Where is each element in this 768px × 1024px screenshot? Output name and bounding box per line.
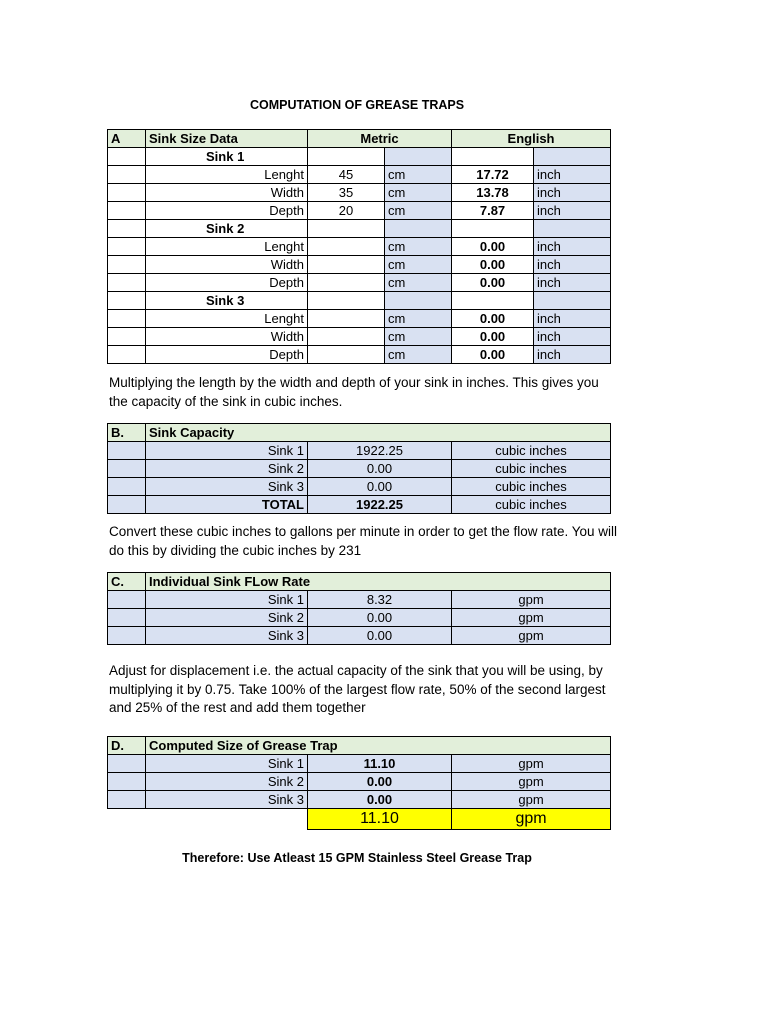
trap-value: 11.10 (308, 755, 452, 773)
dimension-label: Width (146, 256, 308, 274)
english-unit: inch (534, 256, 611, 274)
metric-unit: cm (385, 310, 452, 328)
table-b-header (108, 424, 611, 442)
table-row (108, 627, 611, 645)
table-row (108, 755, 611, 773)
metric-unit: cm (385, 166, 452, 184)
table-a-header (108, 130, 611, 148)
flow-value: 0.00 (308, 609, 452, 627)
capacity-value: 0.00 (308, 478, 452, 496)
metric-unit: cm (385, 274, 452, 292)
english-unit: inch (534, 202, 611, 220)
metric-unit: cm (385, 238, 452, 256)
table-row (108, 274, 611, 292)
english-unit: inch (534, 310, 611, 328)
dimension-label: Width (146, 328, 308, 346)
total-label: TOTAL (146, 496, 308, 514)
english-unit: inch (534, 346, 611, 364)
dimension-label: Lenght (146, 310, 308, 328)
sink-size-table (107, 129, 611, 364)
sink-name: Sink 1 (146, 755, 308, 773)
sink-name: Sink 2 (146, 220, 308, 238)
sink-name: Sink 3 (146, 627, 308, 645)
capacity-unit: cubic inches (452, 460, 611, 478)
total-unit: cubic inches (452, 496, 611, 514)
metric-unit: cm (385, 346, 452, 364)
instruction-paragraph: Multiplying the length by the width and depth of your sink in inches. This gives you the capacity of the sink in cubic inches. (109, 375, 599, 409)
english-header: English (452, 130, 611, 148)
english-unit: inch (534, 274, 611, 292)
flow-unit: gpm (452, 591, 611, 609)
dimension-label: Lenght (146, 238, 308, 256)
trap-unit: gpm (452, 773, 611, 791)
table-row (108, 478, 611, 496)
english-value: 0.00 (452, 256, 534, 274)
english-unit: inch (534, 328, 611, 346)
table-d-header (108, 737, 611, 755)
table-row (108, 591, 611, 609)
table-row (108, 442, 611, 460)
table-row (108, 791, 611, 809)
sink-heading-row (108, 148, 611, 166)
sink-name: Sink 3 (146, 292, 308, 310)
instruction-paragraph: Convert these cubic inches to gallons per minute in order to get the flow rate. You will do this by dividing the cubic inches by 231 (109, 524, 618, 558)
capacity-unit: cubic inches (452, 442, 611, 460)
metric-value: 45 (308, 166, 385, 184)
capacity-value: 1922.25 (308, 442, 452, 460)
capacity-value: 0.00 (308, 460, 452, 478)
sink-name: Sink 1 (146, 442, 308, 460)
table-row (108, 202, 611, 220)
english-value: 7.87 (452, 202, 534, 220)
dimension-label: Width (146, 184, 308, 202)
section-letter: D. (108, 737, 146, 755)
flow-unit: gpm (452, 627, 611, 645)
sink-name: Sink 1 (146, 591, 308, 609)
table-row (108, 328, 611, 346)
english-value: 0.00 (452, 274, 534, 292)
flow-value: 8.32 (308, 591, 452, 609)
metric-value: 20 (308, 202, 385, 220)
table-row (108, 609, 611, 627)
english-unit: inch (534, 184, 611, 202)
english-unit: inch (534, 238, 611, 256)
section-label: Sink Size Data (146, 130, 308, 148)
metric-value (308, 256, 385, 274)
english-unit: inch (534, 166, 611, 184)
table-c-header (108, 573, 611, 591)
sink-name: Sink 1 (146, 148, 308, 166)
table-row (108, 238, 611, 256)
dimension-label: Depth (146, 274, 308, 292)
section-letter: B. (108, 424, 146, 442)
section-letter: C. (108, 573, 146, 591)
total-row (108, 496, 611, 514)
english-value: 13.78 (452, 184, 534, 202)
table-row (108, 460, 611, 478)
table-row (108, 166, 611, 184)
grease-trap-size-table (107, 736, 611, 830)
table-row (108, 346, 611, 364)
english-value: 0.00 (452, 346, 534, 364)
page-title: COMPUTATION OF GREASE TRAPS (249, 98, 465, 112)
flow-rate-table (107, 572, 611, 645)
instruction-paragraph: Adjust for displacement i.e. the actual capacity of the sink that you will be using, by multiplying it by 0.75. Take 100% of the largest flow rate, 50% of the second largest and 25% of the rest and add them together (109, 663, 606, 715)
english-value: 0.00 (452, 310, 534, 328)
sink-heading-row (108, 292, 611, 310)
total-unit: gpm (452, 809, 611, 830)
sink-name: Sink 3 (146, 791, 308, 809)
trap-value: 0.00 (308, 773, 452, 791)
metric-value: 35 (308, 184, 385, 202)
table-row (108, 184, 611, 202)
sink-capacity-table (107, 423, 611, 514)
sink-name: Sink 2 (146, 609, 308, 627)
section-label: Individual Sink FLow Rate (146, 573, 611, 591)
dimension-label: Lenght (146, 166, 308, 184)
total-value: 11.10 (308, 809, 452, 830)
capacity-unit: cubic inches (452, 478, 611, 496)
metric-header: Metric (308, 130, 452, 148)
sink-name: Sink 2 (146, 460, 308, 478)
total-value: 1922.25 (308, 496, 452, 514)
section-label: Sink Capacity (146, 424, 611, 442)
flow-unit: gpm (452, 609, 611, 627)
section-label: Computed Size of Grease Trap (146, 737, 611, 755)
metric-unit: cm (385, 184, 452, 202)
metric-value (308, 310, 385, 328)
metric-value (308, 274, 385, 292)
sink-heading-row (108, 220, 611, 238)
english-value: 17.72 (452, 166, 534, 184)
table-row (108, 310, 611, 328)
dimension-label: Depth (146, 202, 308, 220)
metric-value (308, 346, 385, 364)
dimension-label: Depth (146, 346, 308, 364)
table-row (108, 773, 611, 791)
flow-value: 0.00 (308, 627, 452, 645)
table-row (108, 256, 611, 274)
english-value: 0.00 (452, 328, 534, 346)
conclusion-text: Therefore: Use Atleast 15 GPM Stainless Steel Grease Trap (182, 851, 532, 865)
metric-value (308, 328, 385, 346)
trap-unit: gpm (452, 755, 611, 773)
metric-unit: cm (385, 256, 452, 274)
total-row (108, 809, 611, 830)
sink-name: Sink 3 (146, 478, 308, 496)
trap-value: 0.00 (308, 791, 452, 809)
metric-unit: cm (385, 328, 452, 346)
section-letter: A (108, 130, 146, 148)
metric-unit: cm (385, 202, 452, 220)
english-value: 0.00 (452, 238, 534, 256)
sink-name: Sink 2 (146, 773, 308, 791)
trap-unit: gpm (452, 791, 611, 809)
metric-value (308, 238, 385, 256)
